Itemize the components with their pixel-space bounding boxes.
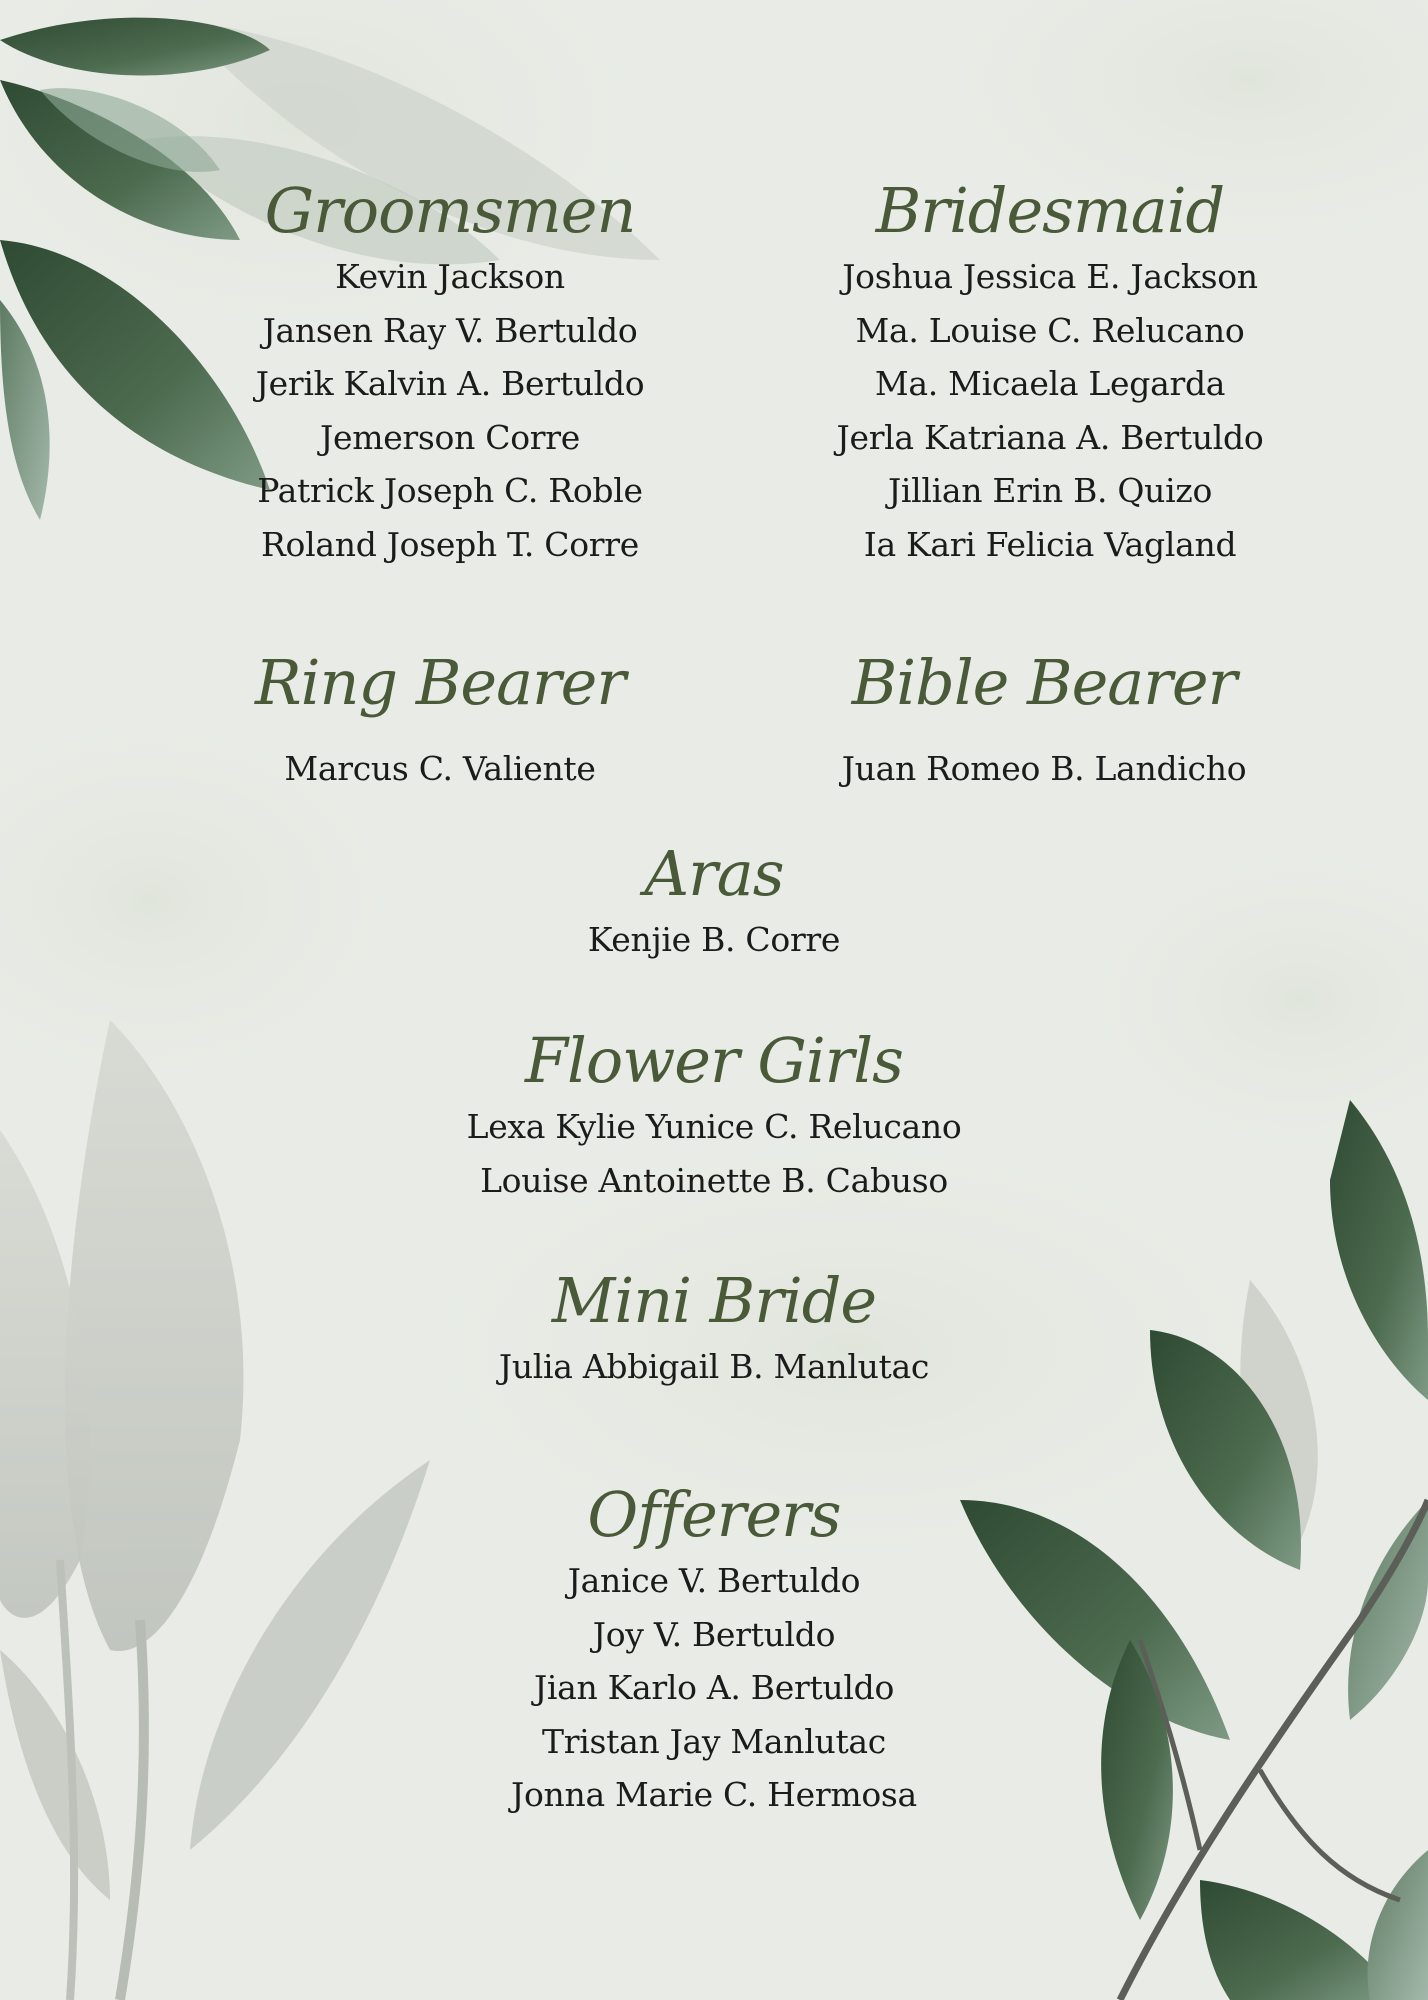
offerers-section <box>414 1478 1014 1822</box>
list-item: Jian Karlo A. Bertuldo <box>533 1668 895 1707</box>
list-item: Janice V. Bertuldo <box>567 1561 861 1600</box>
list-item: Jerik Kalvin A. Bertuldo <box>255 364 645 403</box>
list-item: Tristan Jay Manlutac <box>542 1721 886 1761</box>
list-item: Ma. Micaela Legarda <box>874 364 1226 403</box>
flower-girls-section <box>414 1024 1014 1207</box>
mini-bride-heading: Mini Bride <box>551 1264 877 1337</box>
flower-girls-heading: Flower Girls <box>525 1024 903 1097</box>
list-item: Ma. Louise C. Relucano <box>855 310 1245 350</box>
list-item: Lexa Kylie Yunice C. Relucano <box>466 1107 962 1146</box>
list-item: Kenjie B. Corre <box>587 920 841 959</box>
list-item: Louise Antoinette B. Cabuso <box>480 1160 948 1200</box>
groomsmen-section <box>150 174 750 571</box>
list-item: Jerla Katriana A. Bertuldo <box>836 417 1264 457</box>
bridesmaid-heading: Bridesmaid <box>875 174 1225 247</box>
list-item: Ia Kari Felicia Vagland <box>863 524 1237 564</box>
list-item: Patrick Joseph C. Roble <box>257 471 643 510</box>
list-item: Marcus C. Valiente <box>284 749 596 788</box>
ring-bearer-section <box>140 646 740 796</box>
list-item: Jillian Erin B. Quizo <box>887 471 1213 510</box>
list-item: Joy V. Bertuldo <box>592 1614 836 1654</box>
list-item: Jonna Marie C. Hermosa <box>511 1775 917 1814</box>
list-item: Juan Romeo B. Landicho <box>841 749 1247 788</box>
ring-bearer-heading: Ring Bearer <box>254 646 626 719</box>
aras-section <box>414 837 1014 967</box>
list-item: Kevin Jackson <box>335 257 565 296</box>
list-item: Joshua Jessica E. Jackson <box>842 257 1258 296</box>
bible-bearer-heading: Bible Bearer <box>851 646 1237 719</box>
list-item: Roland Joseph T. Corre <box>261 524 639 564</box>
list-item: Jemerson Corre <box>320 417 580 457</box>
list-item: Julia Abbigail B. Manlutac <box>498 1347 930 1386</box>
mini-bride-section <box>414 1264 1014 1394</box>
bridesmaid-section <box>750 174 1350 571</box>
groomsmen-heading: Groomsmen <box>264 174 636 247</box>
offerers-heading: Offerers <box>587 1478 841 1551</box>
bible-bearer-section <box>744 646 1344 796</box>
aras-heading: Aras <box>644 837 784 910</box>
list-item: Jansen Ray V. Bertuldo <box>262 310 638 350</box>
